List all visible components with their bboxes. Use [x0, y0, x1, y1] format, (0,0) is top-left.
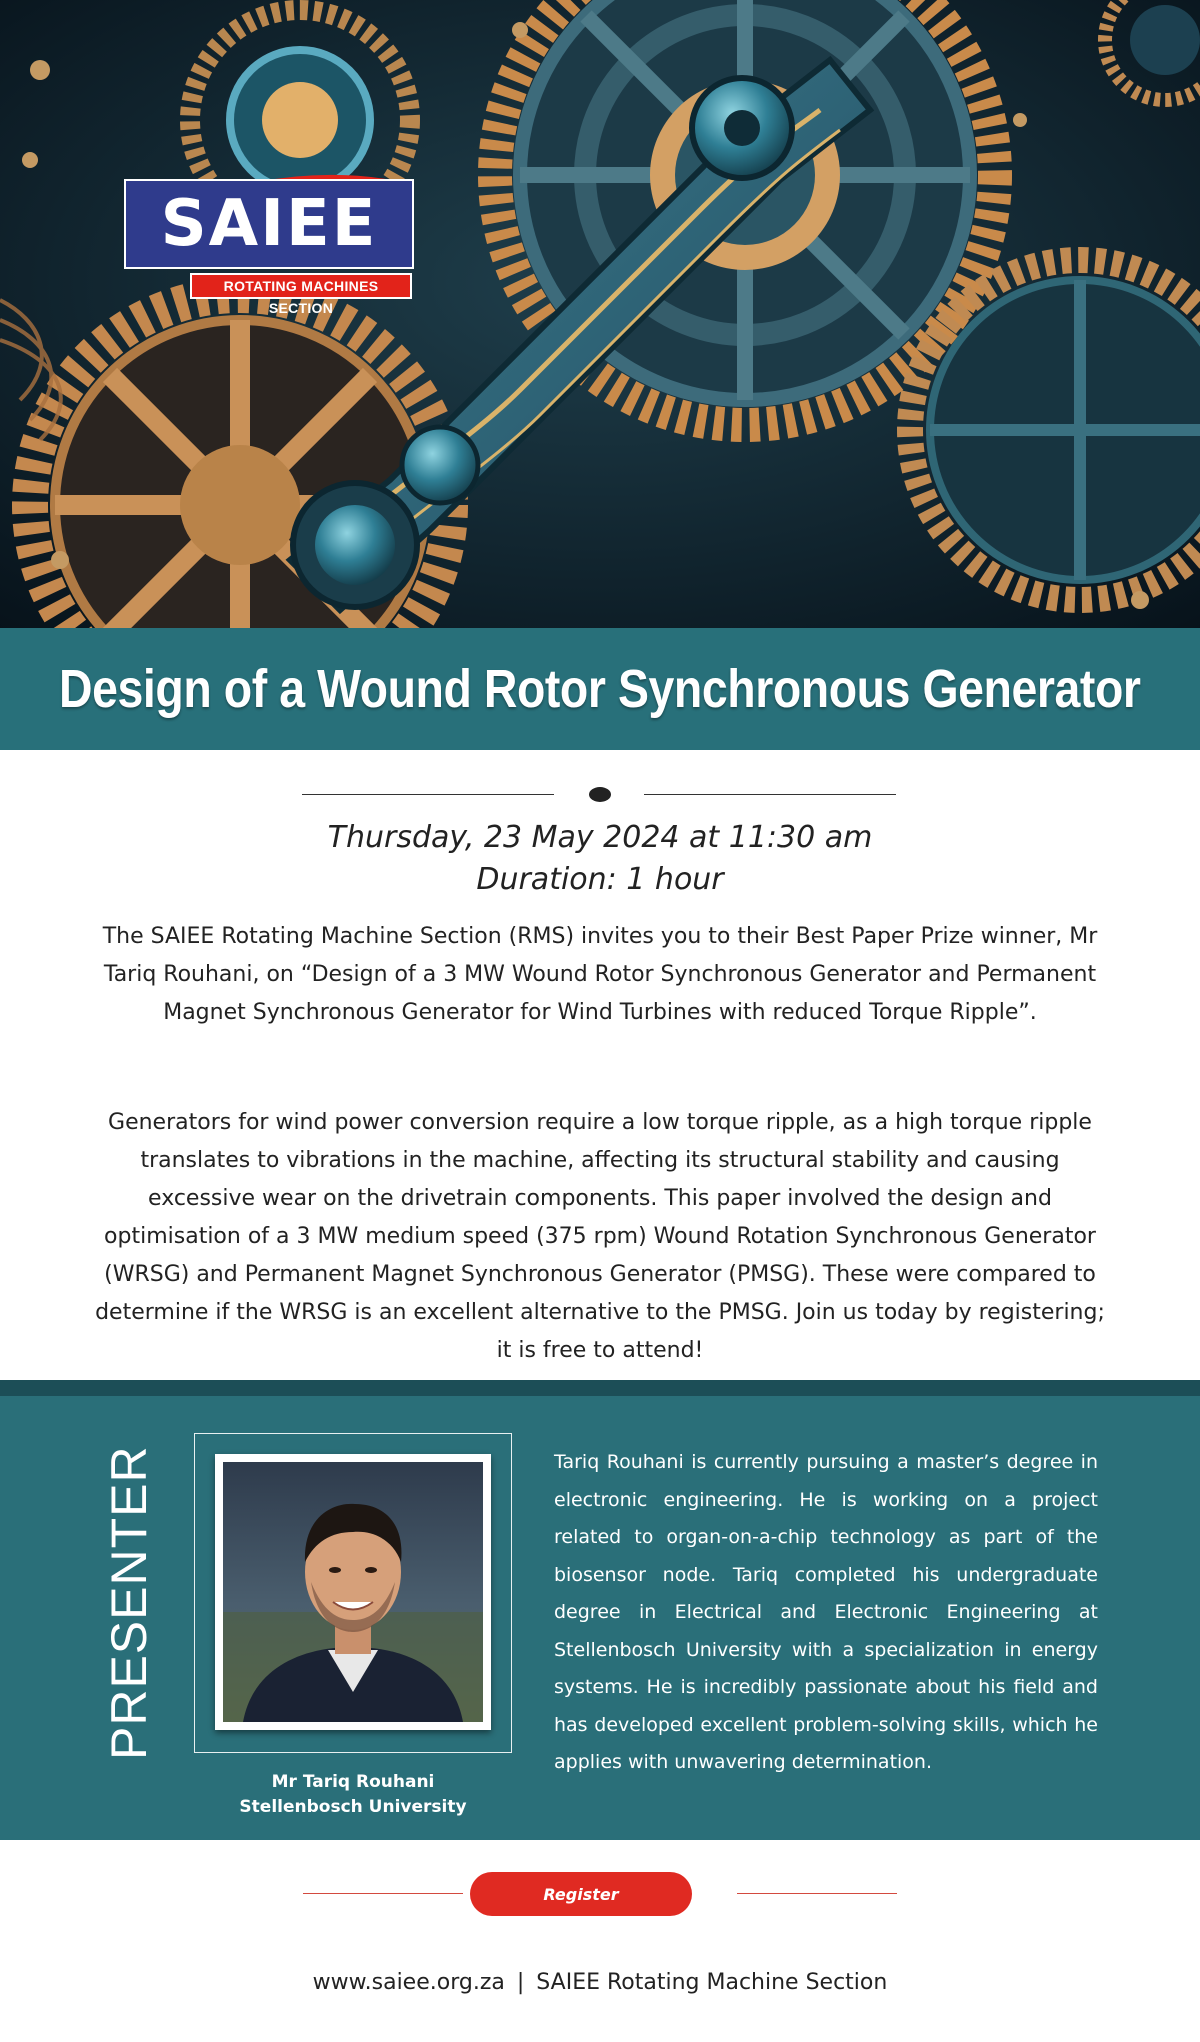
register-line-right	[737, 1893, 897, 1894]
divider-dot-icon	[589, 787, 611, 802]
gears-illustration	[0, 0, 1200, 628]
saiee-logo	[114, 165, 414, 316]
footer-website-link[interactable]: www.saiee.org.za	[312, 1970, 505, 1995]
description-paragraph: Generators for wind power conversion require a low torque ripple, as a high torque ripple translates to vibrations in the machine, affecting its structural stability and causing excessive wear on the drivetrain components. This paper involved the design and optimisation of a 3 MW medium speed (375 rpm) Wound Rotation Synchronous Generator (WRSG) and Permanent Magnet Synchronous Generator (PMSG). These were compared to determine if the WRSG is an excellent alternative to the PMSG. Join us today by registering; it is free to attend!	[95, 1110, 1105, 1363]
hero-image	[0, 0, 1200, 628]
event-date: Thursday, 23 May 2024 at 11:30 am	[327, 820, 873, 855]
event-title: Design of a Wound Rotor Synchronous Generator	[59, 659, 1141, 719]
invitation-paragraph: The SAIEE Rotating Machine Section (RMS) invites you to their Best Paper Prize winner, Mr Tariq Rouhani, on “Design of a 3 MW Wound Rotor Synchronous Generator and Permanent Magnet Synchronous Generator for Wind Turbines with reduced Torque Ripple”.	[102, 924, 1098, 1025]
logo-name: SAIEE	[160, 187, 378, 261]
presenter-heading: PRESENTER	[101, 1445, 157, 1760]
presenter-name: Mr Tariq Rouhani	[271, 1772, 435, 1792]
presenter-photo	[215, 1454, 491, 1730]
presenter-affiliation: Stellenbosch University	[239, 1797, 467, 1817]
register-button[interactable]: Register	[470, 1872, 692, 1916]
event-duration: Duration: 1 hour	[476, 862, 724, 897]
footer-separator: |	[516, 1970, 525, 1995]
presenter-bio: Tariq Rouhani is currently pursuing a master’s degree in electronic engineering. He is working on a project related to organ-on-a-chip technology as part of the biosensor node. Tariq completed his undergraduate degree in Electrical and Electronic Engineering at Stellenbosch University with a specialization in energy systems. He is incredibly passionate about his field and has developed excellent problem-solving skills, which he applies with unwavering determination.	[554, 1451, 1098, 1773]
register-line-left	[303, 1893, 463, 1894]
logo-section: ROTATING MACHINES SECTION	[190, 273, 412, 299]
ornament-divider	[0, 785, 1200, 805]
portrait-image	[223, 1462, 483, 1722]
title-banner	[0, 628, 1200, 750]
presenter-photo-frame	[194, 1433, 512, 1753]
footer	[0, 1970, 1200, 1995]
footer-section-name: SAIEE Rotating Machine Section	[536, 1970, 888, 1995]
